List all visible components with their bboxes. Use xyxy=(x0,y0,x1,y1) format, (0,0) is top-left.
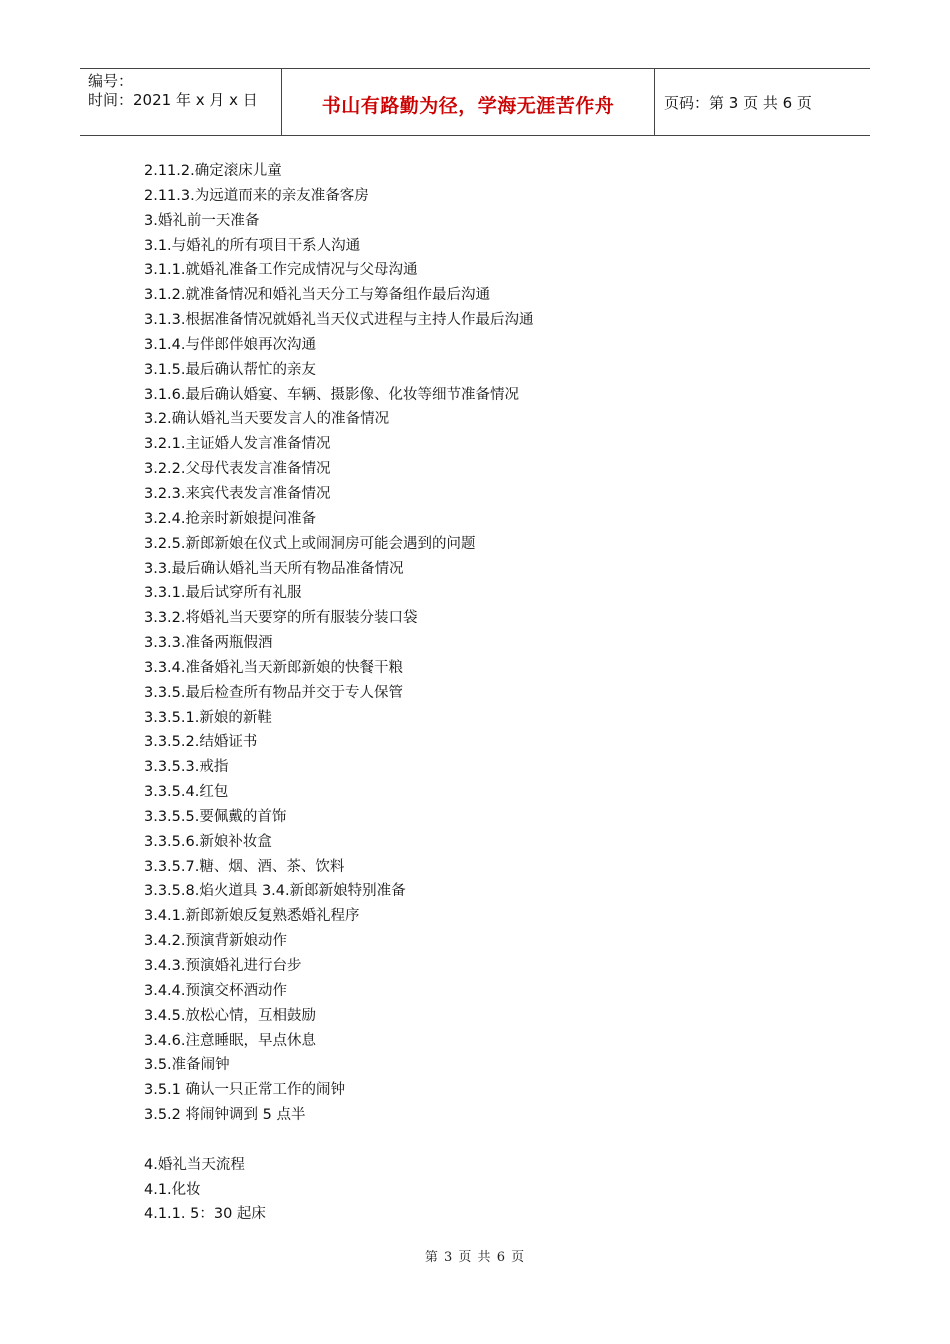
outline-item: 3.2.4.抢亲时新娘提问准备 xyxy=(144,510,317,527)
outline-item: 3.3.3.准备两瓶假酒 xyxy=(144,635,273,652)
outline-item: 3.1.2.就准备情况和婚礼当天分工与筹备组作最后沟通 xyxy=(144,287,491,304)
outline-item: 3.1.与婚礼的所有项目干系人沟通 xyxy=(144,237,361,254)
outline-item: 3.5.2 将闹钟调到 5 点半 xyxy=(144,1107,306,1124)
outline-item: 3.2.5.新郎新娘在仪式上或闹洞房可能会遇到的问题 xyxy=(144,535,476,552)
outline-item: 3.4.1.新郎新娘反复熟悉婚礼程序 xyxy=(144,908,360,925)
page-footer: 第 3 页 共 6 页 xyxy=(424,1250,526,1265)
outline-item: 3.4.4.预演交杯酒动作 xyxy=(144,982,288,999)
outline-item: 3.3.5.2.结婚证书 xyxy=(144,734,258,751)
outline-item: 4.1.化妆 xyxy=(144,1181,201,1198)
outline-item: 3.1.3.根据准备情况就婚礼当天仪式进程与主持人作最后沟通 xyxy=(144,312,534,329)
outline-item: 3.3.5.8.焰火道具 3.4.新郎新娘特别准备 xyxy=(144,883,406,900)
header-meta xyxy=(80,69,282,135)
outline-item: 3.3.5.1.新娘的新鞋 xyxy=(144,709,272,726)
outline-item: 2.11.2.确定滚床儿童 xyxy=(144,163,282,179)
outline-item: 3.3.5.4.红包 xyxy=(144,784,229,801)
outline-item: 3.3.1.最后试穿所有礼服 xyxy=(144,585,302,602)
outline-item: 3.婚礼前一天准备 xyxy=(144,212,260,229)
header-motto: 书山有路勤为径，学海无涯苦作舟 xyxy=(321,94,615,117)
outline-item: 3.3.4.准备婚礼当天新郎新娘的快餐干粮 xyxy=(144,659,404,676)
outline-item: 3.5.1 确认一只正常工作的闹钟 xyxy=(144,1082,346,1099)
outline-item: 3.2.3.来宾代表发言准备情况 xyxy=(144,485,331,502)
outline-item: 3.4.3.预演婚礼进行台步 xyxy=(144,958,302,974)
outline-item: 3.2.确认婚礼当天要发言人的准备情况 xyxy=(144,411,390,428)
outline-item: 3.2.1.主证婚人发言准备情况 xyxy=(144,436,331,453)
outline-item: 3.1.6.最后确认婚宴、车辆、摄影像、化妆等细节准备情况 xyxy=(144,386,520,403)
outline-item: 3.3.2.将婚礼当天要穿的所有服装分装口袋 xyxy=(144,610,418,627)
document-date: 时间：2021 年 x 月 x 日 xyxy=(88,91,258,109)
outline-item: 3.3.5.最后检查所有物品并交于专人保管 xyxy=(144,684,404,701)
outline-item: 2.11.3.为远道而来的亲友准备客房 xyxy=(144,187,369,204)
outline-item: 4.1.1. 5：30 起床 xyxy=(144,1206,266,1223)
outline-item: 3.3.5.6.新娘补妆盒 xyxy=(144,833,272,850)
outline-item: 3.4.2.预演背新娘动作 xyxy=(144,933,288,950)
outline-item: 3.1.1.就婚礼准备工作完成情况与父母沟通 xyxy=(144,262,418,279)
outline-item: 3.5.准备闹钟 xyxy=(144,1057,230,1074)
outline-item: 3.3.最后确认婚礼当天所有物品准备情况 xyxy=(144,560,404,577)
document-number-label: 编号： xyxy=(88,72,134,90)
outline-item: 3.1.5.最后确认帮忙的亲友 xyxy=(144,361,317,378)
outline-item: 3.3.5.3.戒指 xyxy=(144,759,229,776)
document-body xyxy=(144,159,824,1227)
outline-item: 3.3.5.7.糖、烟、酒、茶、饮料 xyxy=(144,858,345,875)
header-motto-cell xyxy=(282,69,655,135)
outline-item: 3.1.4.与伴郎伴娘再次沟通 xyxy=(144,336,317,353)
outline-item: 3.4.5.放松心情，互相鼓励 xyxy=(144,1007,317,1024)
header-page-info: 页码：第 3 页 共 6 页 xyxy=(664,93,812,112)
outline-item: 4.婚礼当天流程 xyxy=(144,1156,245,1173)
outline-item: 3.4.6.注意睡眠，早点休息 xyxy=(144,1032,317,1049)
blank-line xyxy=(144,1128,824,1153)
outline-item: 3.2.2.父母代表发言准备情况 xyxy=(144,461,331,478)
outline-item: 3.3.5.5.要佩戴的首饰 xyxy=(144,808,287,825)
page-header xyxy=(80,68,870,136)
header-page-info-cell xyxy=(655,69,870,135)
